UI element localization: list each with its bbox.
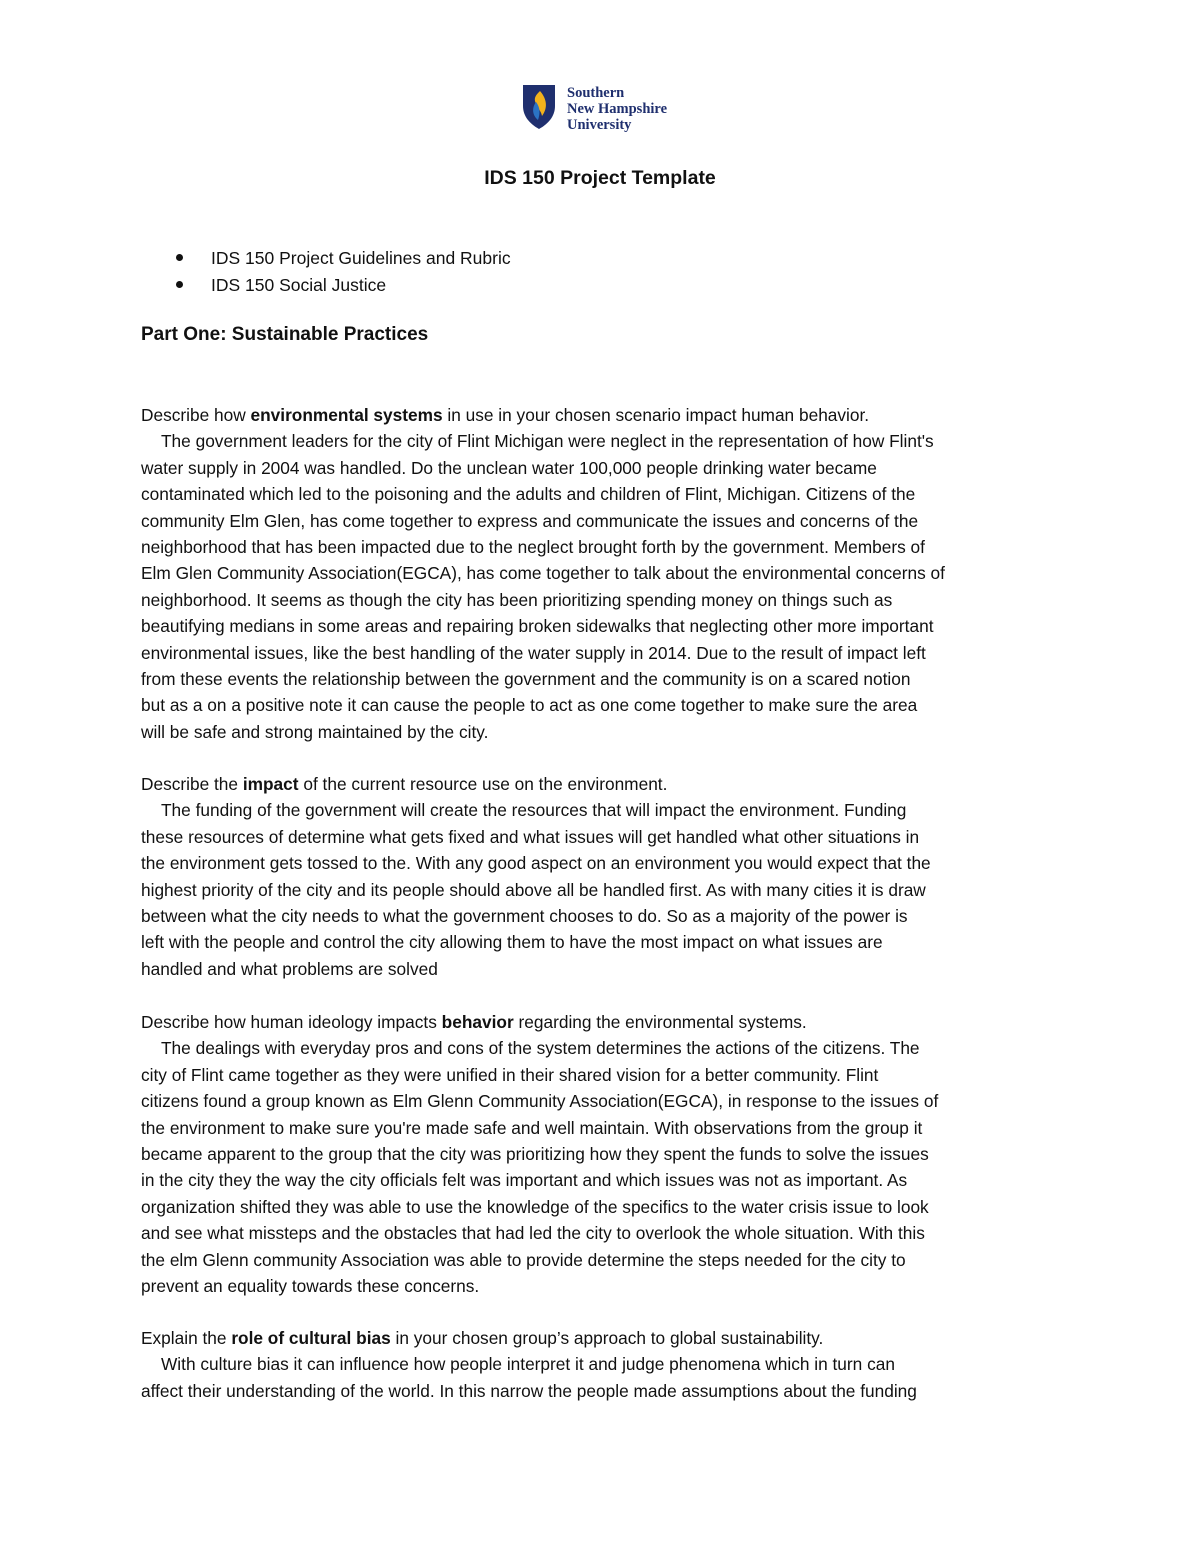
answer-line: handled and what problems are solved	[141, 958, 438, 979]
answer-line: from these events the relationship between the government and the community is on a scared notion	[141, 668, 911, 689]
answer-line: community Elm Glen, has come together to express and communicate the issues and concerns of the	[141, 510, 919, 531]
answer-line: city of Flint came together as they were unified in their shared vision for a better community. Flint	[141, 1064, 879, 1085]
prompt-keyword: behavior	[441, 1012, 514, 1032]
prompt-keyword: role of cultural bias	[231, 1328, 391, 1348]
prompt-text: Explain the	[141, 1328, 232, 1348]
answer-line: became apparent to the group that the city was prioritizing how they spent the funds to solve the issues	[141, 1143, 929, 1164]
answer-line: environmental issues, like the best handling of the water supply in 2014. Due to the result of impact left	[141, 642, 926, 663]
answer-line: and see what missteps and the obstacles that had led the city to overlook the whole situation. With this	[141, 1223, 925, 1244]
answer-line: The funding of the government will create the resources that will impact the environment. Funding	[161, 800, 907, 821]
answer-text[interactable]	[141, 797, 1071, 982]
prompt-keyword: impact	[242, 774, 299, 794]
answer-line: contaminated which led to the poisoning and the adults and children of Flint, Michigan. Citizens of the	[141, 484, 916, 505]
university-logo	[522, 84, 667, 133]
answer-line: prevent an equality towards these concerns.	[141, 1275, 480, 1296]
prompt-text: Describe how human ideology impacts	[141, 1012, 442, 1032]
list-item-label[interactable]: IDS 150 Project Guidelines and Rubric	[211, 248, 511, 268]
logo-line-1: Southern	[567, 85, 625, 101]
answer-line: between what the city needs to what the government chooses to do. So as a majority of the power is	[141, 905, 908, 926]
list-item[interactable]	[176, 245, 511, 272]
question-prompt	[141, 1009, 1071, 1035]
prompt-text: regarding the environmental systems.	[513, 1012, 807, 1032]
prompt-text: in use in your chosen scenario impact human behavior.	[442, 405, 870, 425]
answer-line: the environment gets tossed to the. With any good aspect on an environment you would expect that the	[141, 853, 931, 874]
question-impact	[141, 771, 1071, 982]
question-behavior	[141, 1009, 1071, 1299]
prompt-text: Describe how	[141, 405, 251, 425]
logo-wordmark	[567, 85, 667, 133]
answer-line: organization shifted they was able to use the knowledge of the specifics to the water crisis issue to look	[141, 1196, 929, 1217]
answer-line: but as a on a positive note it can cause the people to act as one come together to make sure the area	[141, 695, 918, 716]
answer-line: beautifying medians in some areas and repairing broken sidewalks that neglecting other more important	[141, 616, 934, 637]
answer-line: The government leaders for the city of Flint Michigan were neglect in the representation of how Flint's	[161, 431, 934, 452]
answer-line: the environment to make sure you're made safe and well maintain. With observations from the group it	[141, 1117, 923, 1138]
answer-text[interactable]	[141, 1351, 1071, 1404]
question-prompt	[141, 402, 1071, 428]
answer-line: in the city they the way the city officials felt was important and which issues was not as important. As	[141, 1170, 908, 1191]
answer-line: citizens found a group known as Elm Glenn Community Association(EGCA), in response to the issues of	[141, 1091, 939, 1112]
question-cultural-bias	[141, 1325, 1071, 1404]
logo-line-3: University	[567, 117, 632, 133]
answer-line: With culture bias it can influence how people interpret it and judge phenomena which in turn can	[161, 1354, 895, 1375]
resource-list	[176, 245, 511, 298]
answer-line: will be safe and strong maintained by the city.	[141, 721, 489, 742]
bullet-icon	[176, 281, 183, 288]
answer-line: affect their understanding of the world. In this narrow the people made assumptions about the funding	[141, 1380, 917, 1401]
list-item[interactable]	[176, 272, 511, 299]
prompt-text: in your chosen group’s approach to global sustainability.	[390, 1328, 824, 1348]
answer-line: neighborhood that has been impacted due to the neglect brought forth by the government. Members of	[141, 536, 925, 557]
logo-line-2: New Hampshire	[567, 101, 668, 117]
answer-line: The dealings with everyday pros and cons of the system determines the actions of the citizens. The	[161, 1038, 920, 1059]
question-environmental-systems	[141, 402, 1071, 745]
answer-line: highest priority of the city and its people should above all be handled first. As with many cities it is draw	[141, 879, 926, 900]
document-title: IDS 150 Project Template	[484, 167, 716, 189]
section-heading: Part One: Sustainable Practices	[141, 324, 429, 345]
answer-line: water supply in 2004 was handled. Do the unclean water 100,000 people drinking water became	[141, 457, 877, 478]
question-prompt	[141, 1325, 1071, 1351]
prompt-text: Describe the	[141, 774, 243, 794]
bullet-icon	[176, 254, 183, 261]
prompt-keyword: environmental systems	[250, 405, 443, 425]
list-item-label[interactable]: IDS 150 Social Justice	[211, 274, 387, 295]
prompt-text: of the current resource use on the environment.	[298, 774, 668, 794]
shield-flame-icon	[522, 84, 556, 130]
answer-line: Elm Glen Community Association(EGCA), has come together to talk about the environmental concerns of	[141, 563, 945, 584]
answer-line: neighborhood. It seems as though the city has been prioritizing spending money on things such as	[141, 589, 893, 610]
answer-line: these resources of determine what gets fixed and what issues will get handled what other situations in	[141, 826, 920, 847]
answer-text[interactable]	[141, 1035, 1071, 1299]
answer-text[interactable]	[141, 428, 1071, 745]
answer-line: left with the people and control the city allowing them to have the most impact on what issues are	[141, 932, 883, 953]
answer-line: the elm Glenn community Association was able to provide determine the steps needed for the city to	[141, 1249, 906, 1270]
question-prompt	[141, 771, 1071, 797]
